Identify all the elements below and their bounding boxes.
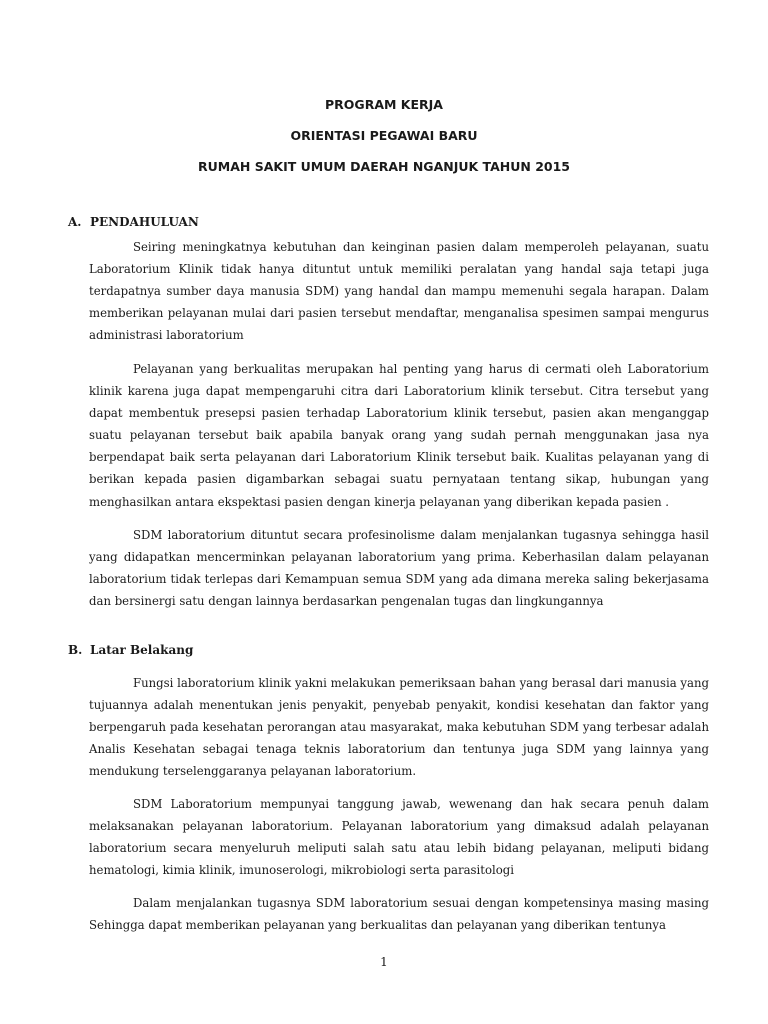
section-b-paragraph-2: SDM Laboratorium mempunyai tanggung jawab, wewenang dan hak secara penuh dalam melaksanakan pelayanan laboratorium. Pelayanan laboratorium yang dimaksud adalah pelayanan laboratorium secara menyeluruh meliputi salah satu atau lebih bidang pelayanan, meliputi bidang hematologi, kimia klinik, imunoserologi, mikrobiologi serta parasitologi (89, 797, 709, 878)
section-b-paragraph-1: Fungsi laboratorium klinik yakni melakukan pemeriksaan bahan yang berasal dari manusia yang tujuannya adalah menentukan jenis penyakit, penyebab penyakit, kondisi kesehatan dan faktor yang berpengaruh pada kesehatan perorangan atau masyarakat, maka kebutuhan SDM yang terbesar adalah Analis Kesehatan sebagai tenaga teknis laboratorium dan tentunya juga SDM yang lainnya yang mendukung terselenggaranya pelayanan laboratorium. (89, 676, 709, 779)
section-a-title: PENDAHULUAN (90, 215, 199, 229)
title-line-2: ORIENTASI PEGAWAI BARU (290, 128, 478, 143)
section-b-heading (68, 643, 193, 657)
section-a-number: A. (68, 215, 82, 229)
section-b-paragraph-3: Dalam menjalankan tugasnya SDM laboratorium sesuai dengan kompetensinya masing masing Sehingga dapat memberikan pelayanan yang berkualitas dan pelayanan yang diberikan tentunya (89, 896, 709, 933)
section-a-paragraph-1: Seiring meningkatnya kebutuhan dan keinginan pasien dalam memperoleh pelayanan, suatu Laboratorium Klinik tidak hanya dituntut untuk memiliki peralatan yang handal saja tetapi juga terdapatnya sumber daya manusia SDM) yang handal dan mampu memenuhi segala harapan. Dalam memberikan pelayanan mulai dari pasien tersebut mendaftar, menganalisa spesimen sampai mengurus administrasi laboratorium (89, 240, 709, 343)
section-a-paragraph-3: SDM laboratorium dituntut secara profesinolisme dalam menjalankan tugasnya sehingga hasil yang didapatkan mencerminkan pelayanan laboratorium yang prima. Keberhasilan dalam pelayanan laboratorium tidak terlepas dari Kemampuan semua SDM yang ada dimana mereka saling bekerjasama dan bersinergi satu dengan lainnya berdasarkan pengenalan tugas dan lingkungannya (89, 528, 709, 609)
section-a-paragraph-2: Pelayanan yang berkualitas merupakan hal penting yang harus di cermati oleh Laboratorium klinik karena juga dapat mempengaruhi citra dari Laboratorium klinik tersebut. Citra tersebut yang dapat membentuk presepsi pasien terhadap Laboratorium klinik tersebut, pasien akan menganggap suatu pelayanan tersebut baik apabila banyak orang yang sudah pernah menggunakan jasa nya berpendapat baik serta pelayanan dari Laboratorium Klinik tersebut baik. Kualitas pelayanan yang di berikan kepada pasien digambarkan sebagai suatu pernyataan tentang sikap, hubungan yang menghasilkan antara ekspektasi pasien dengan kinerja pelayanan yang diberikan kepada pasien . (89, 362, 709, 509)
title-line-1: PROGRAM KERJA (325, 97, 443, 112)
title-line-3: RUMAH SAKIT UMUM DAERAH NGANJUK TAHUN 2015 (198, 159, 570, 174)
section-a-heading (68, 215, 199, 229)
section-b-number: B. (68, 643, 83, 657)
page-number: 1 (380, 955, 388, 969)
section-b-title: Latar Belakang (90, 643, 194, 657)
